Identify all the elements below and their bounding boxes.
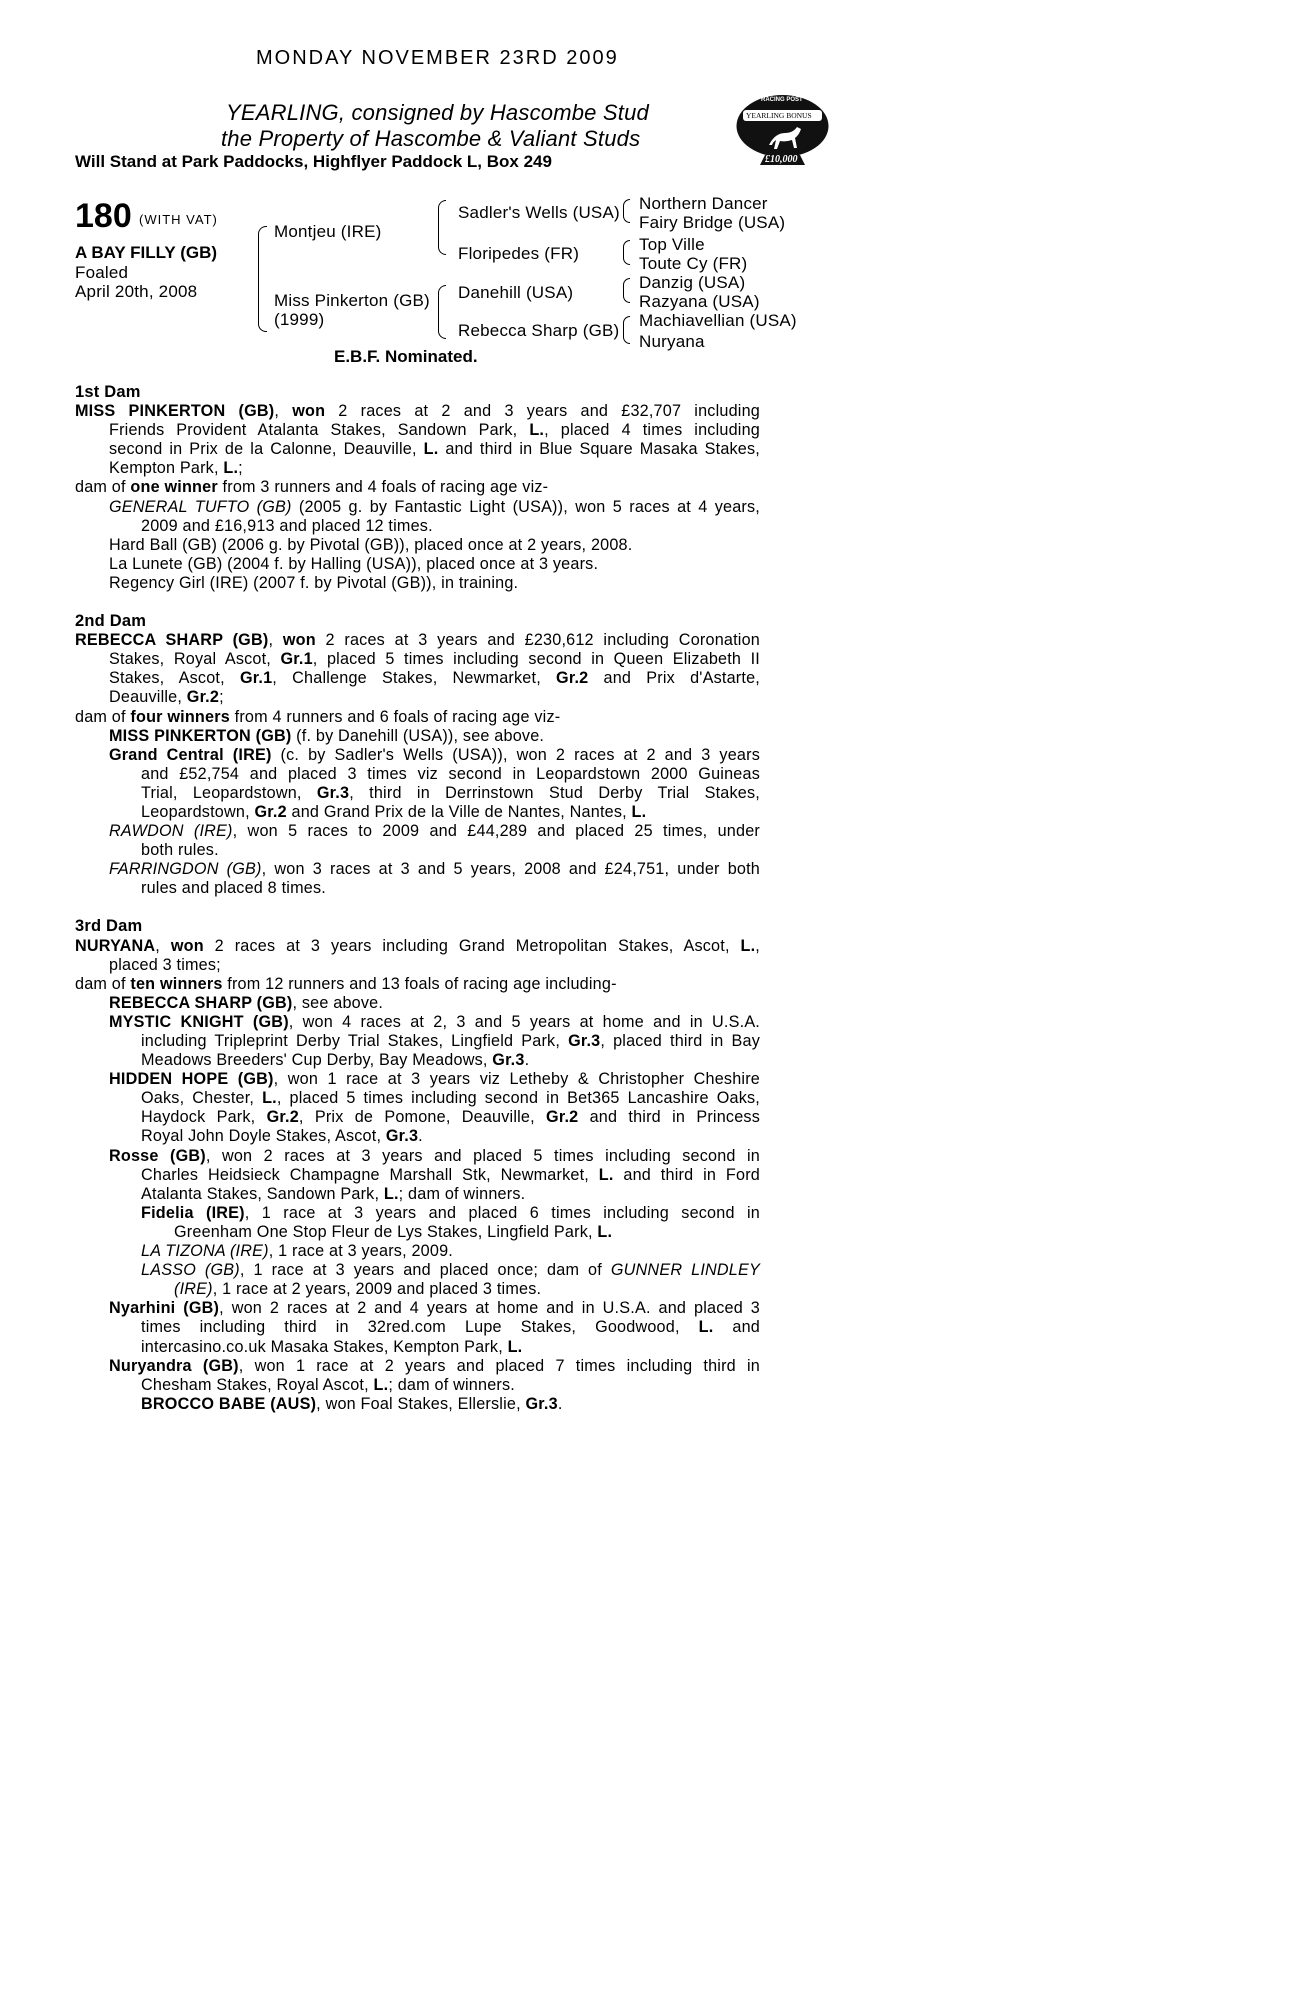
record-line — [75, 784, 760, 803]
pedigree-dam-dam: Rebecca Sharp (GB) — [458, 321, 620, 340]
pedigree-sire: Montjeu (IRE) — [274, 222, 382, 241]
consignment-line-1: YEARLING, consigned by Hascombe Stud — [226, 100, 649, 125]
pedigree-brace-g4 — [623, 316, 630, 344]
pedigree-brace-sire — [438, 200, 446, 255]
text: Atalanta Stakes, Sandown Park, — [141, 1184, 384, 1203]
bold-text: L. — [507, 1337, 523, 1356]
text: and £52,754 and placed 3 times viz second in Leopardstown 2000 Guineas — [141, 764, 760, 783]
bold-text: REBECCA SHARP (GB) — [75, 631, 269, 650]
record-line — [75, 822, 760, 841]
italic-text: LA TIZONA (IRE) — [141, 1242, 269, 1261]
text: times including third in 32red.com Lupe Stakes, Goodwood, — [141, 1318, 699, 1337]
bold-text: REBECCA SHARP (GB) — [109, 993, 293, 1012]
bold-text: one winner — [130, 478, 218, 497]
record-line — [75, 975, 760, 994]
record-line — [75, 1357, 760, 1376]
record-line — [75, 517, 760, 536]
text: Stakes, Royal Ascot, — [109, 650, 281, 669]
badge-middle-text: YEARLING BONUS — [746, 111, 812, 120]
italic-text: (IRE) — [174, 1280, 213, 1299]
bold-text: Gr.2 — [254, 802, 287, 821]
text: including Tripleprint Derby Trial Stakes, Lingfield Park, — [141, 1032, 569, 1050]
record-line — [75, 803, 760, 822]
record-line — [75, 498, 760, 517]
text: , placed 5 times including second in Queen Elizabeth II — [312, 650, 761, 669]
pedigree-g3-4: Toute Cy (FR) — [639, 254, 748, 273]
text: Regency Girl (IRE) (2007 f. by Pivotal (GB)), in training. — [109, 573, 519, 592]
text: and third in Ford — [613, 1165, 760, 1184]
record-line — [75, 1299, 760, 1318]
pedigree-sire-sire: Sadler's Wells (USA) — [458, 203, 620, 222]
bold-text: ten winners — [130, 974, 223, 993]
text: , won 2 races at 3 years and placed 5 times including second in — [205, 1146, 760, 1165]
bold-text: L. — [423, 440, 439, 459]
text: dam of — [75, 707, 131, 726]
sale-date: MONDAY NOVEMBER 23RD 2009 — [256, 47, 619, 69]
text: 2 races at 3 years and £230,612 including Coronation — [315, 631, 760, 650]
record-line — [75, 1318, 760, 1337]
record-line — [75, 669, 760, 688]
text: and — [713, 1318, 760, 1337]
pedigree-g3-2: Fairy Bridge (USA) — [639, 213, 786, 232]
text: ; dam of winners. — [388, 1375, 515, 1394]
record-line — [75, 746, 760, 765]
text: , Prix de Pomone, Deauville, — [298, 1108, 547, 1127]
bold-text: L. — [740, 936, 756, 955]
text: Friends Provident Atalanta Stakes, Sandown Park, — [109, 421, 530, 440]
record-line — [75, 402, 760, 421]
text: Stakes, Ascot, — [109, 669, 240, 688]
record-line — [75, 1108, 760, 1127]
record-line — [75, 631, 760, 650]
pedigree-sire-dam: Floripedes (FR) — [458, 244, 580, 263]
bold-text: four winners — [130, 707, 230, 726]
text: (c. by Sadler's Wells (USA)), won 2 races at 2 and 3 years — [271, 745, 760, 764]
text: Charles Heidsieck Champagne Marshall Stk, Newmarket, — [141, 1165, 599, 1184]
bold-text: Gr.1 — [280, 650, 313, 669]
pedigree-dam-year: (1999) — [274, 310, 325, 329]
text: , won 4 races at 2, 3 and 5 years at home and in U.S.A. — [288, 1012, 761, 1031]
record-line — [75, 1223, 760, 1242]
bold-text: Gr.3 — [316, 783, 350, 802]
produce-record — [75, 383, 760, 1414]
record-line — [75, 1395, 760, 1414]
bold-text: Gr.1 — [239, 669, 273, 688]
text: ; — [219, 688, 224, 707]
bold-text: Rosse (GB) — [109, 1146, 206, 1165]
record-line — [75, 937, 760, 956]
bold-text: Gr.2 — [556, 669, 589, 688]
pedigree-brace-g2 — [623, 240, 630, 265]
section-heading: 2nd Dam — [75, 612, 147, 631]
pedigree-g3-1: Northern Dancer — [639, 194, 768, 213]
italic-text: RAWDON (IRE) — [109, 822, 233, 841]
text: Oaks, Chester, — [141, 1089, 263, 1108]
text: and third in Princess — [578, 1108, 760, 1127]
bold-text: won — [170, 936, 204, 955]
italic-text: LASSO (GB) — [141, 1261, 240, 1280]
text: Hard Ball (GB) (2006 g. by Pivotal (GB)), placed once at 2 years, 2008. — [109, 535, 633, 554]
record-line — [75, 688, 760, 707]
record-line — [75, 956, 760, 975]
italic-text: GUNNER LINDLEY — [610, 1261, 760, 1280]
text: Leopardstown, — [141, 802, 255, 821]
text: , won Foal Stakes, Ellerslie, — [316, 1394, 526, 1413]
text: dam of — [75, 478, 131, 497]
text: from 3 runners and 4 foals of racing age viz- — [217, 478, 549, 497]
record-line — [75, 994, 760, 1013]
record-line — [75, 1185, 760, 1204]
text: , — [155, 936, 171, 955]
text: placed 3 times; — [109, 955, 221, 974]
lot-name: A BAY FILLY (GB) — [75, 243, 218, 262]
text: , won 2 races at 2 and 4 years at home and in U.S.A. and placed 3 — [219, 1299, 761, 1318]
text: , third in Derrinstown Stud Derby Trial Stakes, — [349, 783, 761, 802]
record-line — [75, 555, 760, 574]
text: ; dam of winners. — [398, 1184, 526, 1203]
text: , Challenge Stakes, Newmarket, — [272, 669, 557, 688]
record-line — [75, 841, 760, 860]
pedigree-g3-3: Top Ville — [639, 235, 705, 254]
italic-text: GENERAL TUFTO (GB) — [109, 497, 292, 516]
badge-amount: £10,000 — [765, 154, 798, 165]
text: Meadows Breeders' Cup Derby, Bay Meadows, — [141, 1051, 493, 1070]
section-heading: 1st Dam — [75, 383, 141, 401]
record-line — [75, 1280, 760, 1299]
pedigree-g3-6: Razyana (USA) — [639, 292, 760, 311]
text: intercasino.co.uk Masaka Stakes, Kempton Park, — [141, 1337, 508, 1356]
record-line — [75, 727, 760, 746]
foaled-date: April 20th, 2008 — [75, 282, 198, 301]
record-line — [75, 536, 760, 555]
bold-text: L. — [631, 802, 647, 821]
pedigree-dam: Miss Pinkerton (GB) — [274, 291, 430, 310]
stand-location: Will Stand at Park Paddocks, Highflyer Paddock L, Box 249 — [75, 152, 552, 171]
record-line — [75, 765, 760, 784]
bold-text: MISS PINKERTON (GB) — [75, 402, 275, 421]
text: La Lunete (GB) (2004 f. by Halling (USA)), placed once at 3 years. — [109, 554, 599, 573]
record-line — [75, 1070, 760, 1089]
bold-text: MISS PINKERTON (GB) — [109, 726, 292, 745]
text: , 1 race at 3 years and placed once; dam of — [239, 1261, 611, 1280]
record-line — [75, 879, 760, 898]
pedigree-g3-7: Machiavellian (USA) — [639, 311, 797, 330]
text: , 1 race at 3 years, 2009. — [268, 1242, 453, 1261]
bold-text: L. — [597, 1222, 613, 1241]
text: (2005 g. by Fantastic Light (USA)), won 5 races at 4 years, — [291, 497, 760, 516]
record-line — [75, 1147, 760, 1166]
yearling-bonus-badge — [735, 93, 830, 167]
bold-text: Gr.2 — [186, 688, 220, 707]
bold-text: Nuryandra (GB) — [109, 1356, 239, 1375]
text: . — [418, 1127, 423, 1146]
text: second in Prix de la Calonne, Deauville, — [109, 440, 424, 459]
record-line — [75, 1013, 760, 1032]
record-line — [75, 1051, 760, 1070]
text: from 4 runners and 6 foals of racing age viz- — [229, 707, 561, 726]
text: , — [268, 631, 283, 650]
bold-text: L. — [698, 1318, 714, 1337]
text: , placed third in Bay — [600, 1032, 760, 1050]
section-gap — [75, 898, 760, 917]
text: 2009 and £16,913 and placed 12 times. — [141, 516, 433, 535]
bold-text: Gr.3 — [525, 1394, 558, 1413]
bold-text: Gr.3 — [385, 1127, 419, 1146]
text: ; — [238, 459, 243, 478]
text: and third in Blue Square Masaka Stakes, — [438, 440, 761, 459]
bold-text: MYSTIC KNIGHT (GB) — [109, 1012, 289, 1031]
record-line — [75, 459, 760, 478]
text: , placed 5 times including second in Bet365 Lancashire Oaks, — [276, 1089, 760, 1108]
bold-text: Gr.2 — [546, 1108, 579, 1127]
record-line — [75, 1242, 760, 1261]
text: both rules. — [141, 841, 219, 860]
text: and Grand Prix de la Ville de Nantes, Nantes, — [286, 802, 632, 821]
pedigree-dam-sire: Danehill (USA) — [458, 283, 574, 302]
record-line — [75, 574, 760, 593]
italic-text: FARRINGDON (GB) — [109, 860, 262, 879]
text: (f. by Danehill (USA)), see above. — [291, 726, 545, 745]
bold-text: Fidelia (IRE) — [141, 1203, 245, 1222]
bold-text: Grand Central (IRE) — [109, 745, 272, 764]
foaled-label: Foaled — [75, 263, 129, 282]
ebf-nomination: E.B.F. Nominated. — [334, 347, 478, 366]
bold-text: BROCCO BABE (AUS) — [141, 1394, 317, 1413]
text: , won 1 race at 2 years and placed 7 times including third in — [238, 1356, 761, 1375]
pedigree-brace-main — [258, 226, 267, 332]
text: , — [274, 402, 293, 421]
bold-text: L. — [373, 1375, 389, 1394]
text: . — [557, 1394, 563, 1413]
lot-number: 180 — [75, 197, 132, 235]
bold-text: Gr.3 — [492, 1051, 525, 1070]
record-line — [75, 708, 760, 727]
record-line — [75, 1032, 760, 1051]
bold-text: won — [282, 631, 316, 650]
record-line — [75, 1261, 760, 1280]
text: Royal John Doyle Stakes, Ascot, — [141, 1127, 386, 1146]
bold-text: Nyarhini (GB) — [109, 1299, 220, 1318]
vat-note: (WITH VAT) — [139, 212, 218, 227]
record-line — [75, 440, 760, 459]
text: , 1 race at 3 years and placed 6 times including second in — [244, 1203, 760, 1222]
pedigree-brace-dam — [438, 285, 446, 339]
text: , won 1 race at 3 years viz Letheby & Christopher Cheshire — [273, 1070, 761, 1089]
record-line — [75, 1338, 760, 1357]
pedigree-g3-5: Danzig (USA) — [639, 273, 746, 292]
text: , see above. — [292, 993, 384, 1012]
bold-text: L. — [223, 459, 239, 478]
pedigree-brace-g3 — [623, 278, 630, 303]
text: and Prix d'Astarte, — [588, 669, 760, 688]
bold-text: L. — [383, 1184, 399, 1203]
text: , — [755, 936, 760, 955]
record-line — [75, 1204, 760, 1223]
badge-top-text: RACING POST — [761, 97, 803, 103]
record-line — [75, 1376, 760, 1395]
text: , 1 race at 2 years, 2009 and placed 3 times. — [212, 1280, 542, 1299]
record-line — [75, 478, 760, 497]
text: from 12 runners and 13 foals of racing age including- — [222, 974, 617, 993]
record-line — [75, 650, 760, 669]
bold-text: L. — [598, 1165, 614, 1184]
bold-text: L. — [529, 421, 545, 440]
record-line — [75, 1089, 760, 1108]
text: , placed 4 times including — [544, 421, 760, 440]
text: Haydock Park, — [141, 1108, 267, 1127]
text: rules and placed 8 times. — [141, 879, 326, 898]
bold-text: L. — [262, 1089, 277, 1108]
record-line — [75, 1127, 760, 1146]
record-line — [75, 860, 760, 879]
text: . — [524, 1051, 530, 1070]
consignment-line-2: the Property of Hascombe & Valiant Studs — [221, 126, 641, 151]
text: dam of — [75, 974, 131, 993]
pedigree-brace-g1 — [623, 199, 630, 223]
text: Deauville, — [109, 688, 187, 707]
section-gap — [75, 593, 760, 612]
bold-text: HIDDEN HOPE (GB) — [109, 1070, 274, 1089]
text: , won 5 races to 2009 and £44,289 and placed 25 times, under — [232, 822, 760, 841]
bold-text: won — [292, 402, 326, 421]
bold-text: NURYANA — [75, 936, 156, 955]
text: Chesham Stakes, Royal Ascot, — [141, 1375, 374, 1394]
record-line — [75, 1166, 760, 1185]
text: Greenham One Stop Fleur de Lys Stakes, Lingfield Park, — [174, 1222, 598, 1241]
bold-text: Gr.2 — [266, 1108, 299, 1127]
text: , won 3 races at 3 and 5 years, 2008 and £24,751, under both — [261, 860, 761, 879]
record-line — [75, 421, 760, 440]
text: Trial, Leopardstown, — [141, 783, 317, 802]
bold-text: Gr.3 — [568, 1032, 601, 1050]
section-heading: 3rd Dam — [75, 917, 143, 936]
text: 2 races at 2 and 3 years and £32,707 including — [325, 402, 760, 421]
text: Kempton Park, — [109, 459, 224, 478]
pedigree-g3-8: Nuryana — [639, 332, 705, 351]
text: 2 races at 3 years including Grand Metropolitan Stakes, Ascot, — [203, 936, 741, 955]
